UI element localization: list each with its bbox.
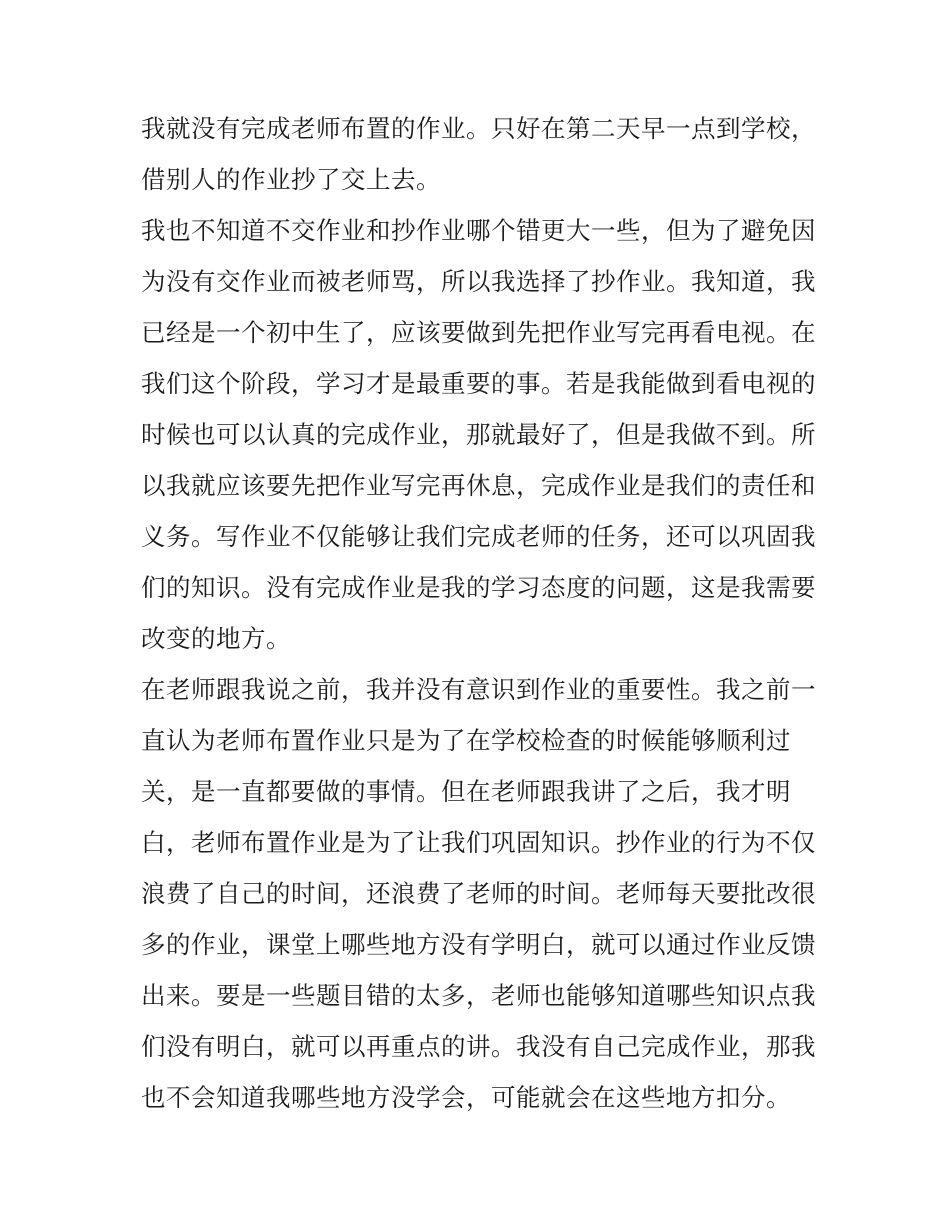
text-line: 们的知识。没有完成作业是我的学习态度的问题，这是我需要: [141, 573, 816, 602]
text-line: 改变的地方。: [141, 624, 291, 653]
text-line: 已经是一个初中生了，应该要做到先把作业写完再看电视。在: [141, 318, 816, 347]
text-line: 直认为老师布置作业只是为了在学校检查的时候能够顺利过: [141, 726, 791, 755]
text-line: 多的作业，课堂上哪些地方没有学明白，就可以通过作业反馈: [141, 930, 816, 959]
text-line: 为没有交作业而被老师骂，所以我选择了抄作业。我知道，我: [141, 267, 816, 296]
text-line: 以我就应该要先把作业写完再休息，完成作业是我们的责任和: [141, 471, 816, 500]
text-line: 在老师跟我说之前，我并没有意识到作业的重要性。我之前一: [141, 675, 816, 704]
text-line: 我也不知道不交作业和抄作业哪个错更大一些，但为了避免因: [141, 216, 816, 245]
text-line: 出来。要是一些题目错的太多，老师也能够知道哪些知识点我: [141, 981, 816, 1010]
text-line: 借别人的作业抄了交上去。: [141, 165, 441, 194]
text-line: 义务。写作业不仅能够让我们完成老师的任务，还可以巩固我: [141, 522, 816, 551]
text-line: 们没有明白，就可以再重点的讲。我没有自己完成作业，那我: [141, 1032, 816, 1061]
text-line: 我们这个阶段，学习才是最重要的事。若是我能做到看电视的: [141, 369, 816, 398]
text-line: 浪费了自己的时间，还浪费了老师的时间。老师每天要批改很: [141, 879, 816, 908]
text-line: 我就没有完成老师布置的作业。只好在第二天早一点到学校，: [141, 114, 816, 143]
text-line: 关，是一直都要做的事情。但在老师跟我讲了之后，我才明: [141, 777, 791, 806]
text-line: 也不会知道我哪些地方没学会，可能就会在这些地方扣分。: [141, 1083, 791, 1112]
text-line: 时候也可以认真的完成作业，那就最好了，但是我做不到。所: [141, 420, 816, 449]
text-line: 白，老师布置作业是为了让我们巩固知识。抄作业的行为不仅: [141, 828, 816, 857]
